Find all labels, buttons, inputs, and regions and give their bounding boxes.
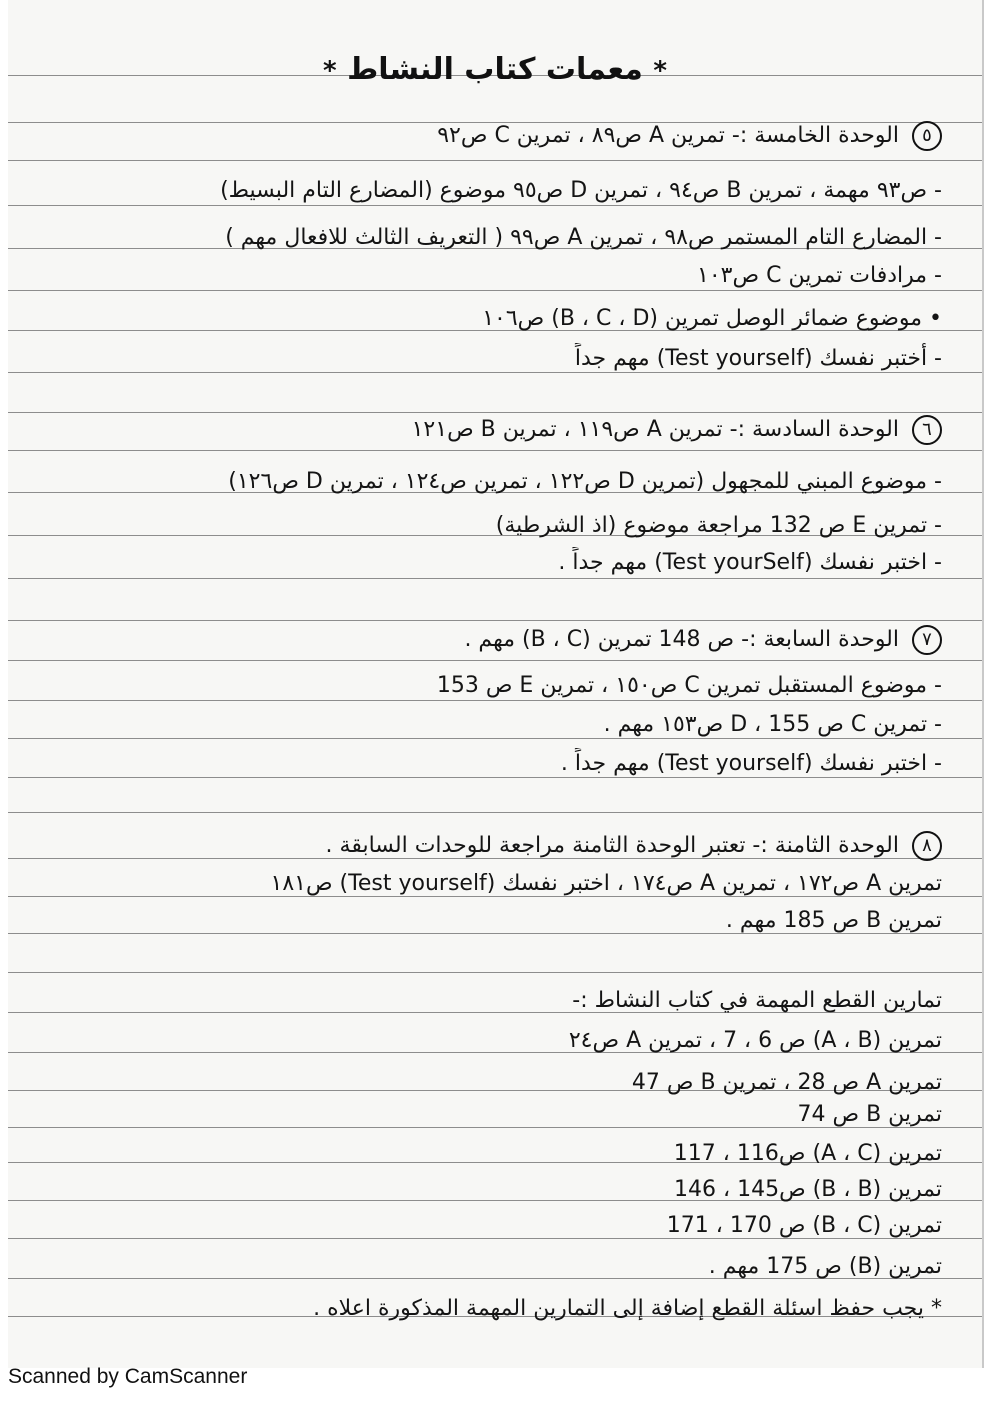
ruled-line [8,812,982,813]
reading-line: تمرين (B) ص 175 مهم . [708,1254,942,1279]
ruled-line [8,972,982,973]
title-star-right: * [653,56,667,86]
unit-line: - موضوع المبني للمجهول (تمرين D ص١٢٢ ، تمرين ص١٢٤ ، تمرين D ص١٢٦) [228,469,942,494]
notebook-page [8,0,984,1368]
ruled-line [8,620,982,621]
scanner-watermark: Scanned by CamScanner [8,1365,248,1388]
page-title [8,52,982,87]
unit-number-badge: ٧ [912,625,942,655]
unit-line: - موضوع المستقبل تمرين C ص١٥٠ ، تمرين E ص 153 [436,673,942,698]
unit-line: • موضوع ضمائر الوصل تمرين (B ، C ، D) ص١٠٦ [482,306,942,331]
reading-line: تمرين (A ، C) ص116 ، 117 [673,1141,942,1166]
ruled-line [8,412,982,413]
reading-line: تمرين B ص 74 [797,1102,942,1127]
ruled-line [8,160,982,161]
closing-note: * يجب حفظ اسئلة القطع إضافة إلى التمارين المهمة المذكورة اعلاه . [313,1296,942,1321]
unit-number-badge: ٨ [912,831,942,861]
unit-line: تمرين A ص١٧٢ ، تمرين A ص١٧٤ ، اختبر نفسك (Test yourself) ص١٨١ [270,871,942,896]
unit-line: الوحدة السادسة :- تمرين A ص١١٩ ، تمرين B ص١٢١ [411,417,899,442]
unit-line: الوحدة السابعة :- ص 148 تمرين (B ، C) مهم . [464,627,899,652]
unit-line: - تمرين C ص 155 ، D ص١٥٣ مهم . [603,712,942,737]
unit-line: - اختبر نفسك (Test yourSelf) مهم جداً . [558,550,942,575]
reading-line: تمرين (B ، B) ص145 ، 146 [674,1177,942,1202]
unit-line: تمرين B ص 185 مهم . [725,908,942,933]
unit-6-heading [38,414,942,446]
unit-line: - تمرين E ص 132 مراجعة موضوع (اذ الشرطية) [495,513,942,538]
unit-line: - اختبر نفسك (Test yourself) مهم جداً . [560,751,942,776]
unit-7-heading [38,624,942,656]
unit-line: - ص٩٣ مهمة ، تمرين B ص٩٤ ، تمرين D ص٩٥ موضوع (المضارع التام البسيط) [220,178,942,203]
ruled-line [8,450,982,451]
unit-line: - مرادفات تمرين C ص١٠٣ [697,263,942,288]
reading-line: تمرين A ص 28 ، تمرين B ص 47 [631,1070,942,1095]
page-title-text: معمات كتاب النشاط [347,52,643,87]
unit-line: - المضارع التام المستمر ص٩٨ ، تمرين A ص٩٩ ( التعريف الثالث للافعال مهم ) [225,225,942,250]
reading-line: تمرين (B ، C) ص 170 ، 171 [666,1213,942,1238]
unit-number-badge: ٥ [912,121,942,151]
unit-5-heading [38,120,942,152]
reading-line: تمرين (A ، B) ص 6 ، 7 ، تمرين A ص٢٤ [568,1028,942,1053]
unit-line: الوحدة الخامسة :- تمرين A ص٨٩ ، تمرين C ص٩٢ [437,123,899,148]
unit-line: - أختبر نفسك (Test yourself) مهم جداً [574,346,942,371]
unit-line: الوحدة الثامنة :- تعتبر الوحدة الثامنة مراجعة للوحدات السابقة . [325,833,899,858]
ruled-line [8,660,982,661]
unit-number-badge: ٦ [912,415,942,445]
reading-heading: تمارين القطع المهمة في كتاب النشاط :- [572,988,942,1013]
title-star-left: * [323,56,337,86]
unit-8-heading [38,830,942,862]
